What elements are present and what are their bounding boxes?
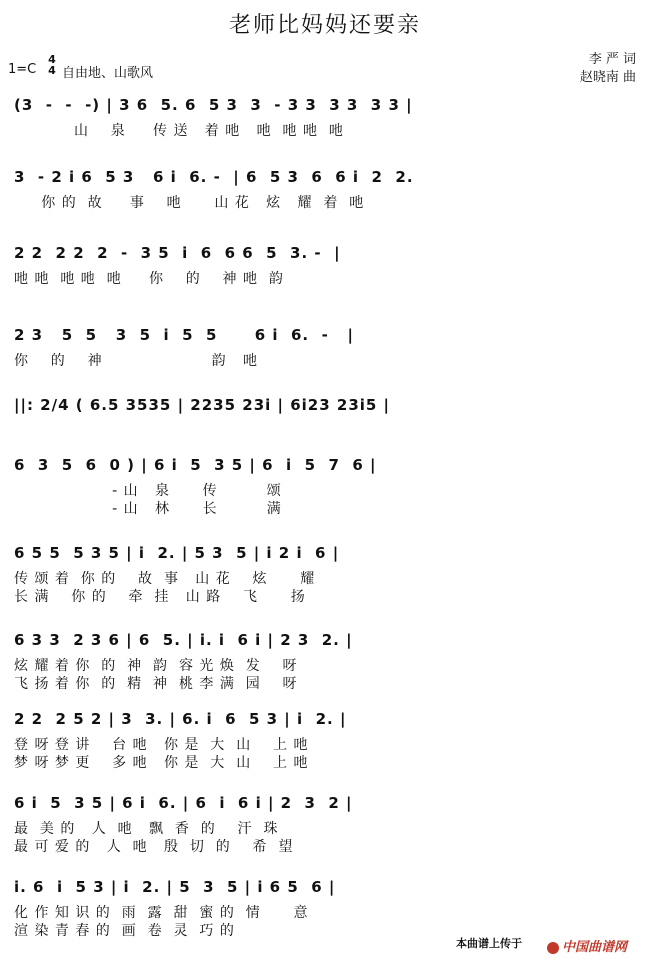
notation-line: 2 2 2 5 2 | 3 3. | 6. i 6 5 3 | i 2. | — [14, 710, 347, 728]
notation-line: 6 3 5 6 0 ) | 6 i 5 3 5 | 6 i 5 7 6 | — [14, 456, 377, 474]
score-line — [0, 540, 650, 612]
lyrics-verse-1: 炫 耀 着 你 的 神 韵 容 光 焕 发 呀 — [14, 658, 298, 674]
lyrics-verse-1: 最 美 的 人 吔 飘 香 的 汗 珠 — [14, 821, 279, 837]
notation-line: 6 3 3 2 3 6 | 6 5. | i. i 6 i | 2 3 2. | — [14, 631, 353, 649]
lyrics-verse-1: 你 的 神 韵 吔 — [14, 353, 258, 369]
composer-credit: 赵晓南 曲 — [579, 70, 636, 85]
score-line — [0, 790, 650, 862]
time-signature-top: 4 — [48, 53, 56, 66]
site-name: 中国曲谱网 — [562, 940, 628, 955]
score-line — [0, 627, 650, 699]
time-signature-bottom: 4 — [48, 64, 56, 77]
page-title: 老师比妈妈还要亲 — [228, 13, 421, 38]
site-logo — [547, 936, 627, 955]
score-line — [0, 452, 650, 524]
notation-line: ||: 2/4 ( 6.5 3535 | 2235 23i | 6i23 23i5 | — [14, 396, 391, 414]
lyrics-verse-2: 最 可 爱 的 人 吔 殷 切 的 希 望 — [14, 839, 294, 855]
lyrics-verse-1: 化 作 知 识 的 雨 露 甜 蜜 的 情 意 — [14, 905, 309, 921]
score-line — [0, 164, 650, 224]
logo-mark-icon — [547, 942, 559, 954]
notation-line: 3 - 2 i 6 5 3 6 i 6. - | 6 5 3 6 6 i 2 2. — [14, 168, 414, 186]
notation-line: 6 i 5 3 5 | 6 i 6. | 6 i 6 i | 2 3 2 | — [14, 794, 353, 812]
score-line — [0, 392, 650, 426]
notation-line: 6 5 5 5 3 5 | i 2. | 5 3 5 | i 2 i 6 | — [14, 544, 340, 562]
notation-line: (3 - - -) | 3 6 5. 6 5 3 3 - 3 3 3 3 3 3 | — [14, 96, 413, 114]
lyrics-verse-1: - 山 泉 传 颂 — [14, 483, 282, 499]
lyrics-verse-1: 传 颂 着 你 的 故 事 山 花 炫 耀 — [14, 571, 316, 587]
notation-line: 2 3 5 5 3 5 i 5 5 6 i 6. - | — [14, 326, 354, 344]
score-line — [0, 706, 650, 778]
lyrics-verse-2: 渲 染 青 春 的 画 卷 灵 巧 的 — [14, 923, 235, 939]
upload-source-text: 本曲谱上传于 — [456, 937, 522, 950]
lyrics-verse-1: 你 的 故 事 吔 山 花 炫 耀 着 吔 — [14, 195, 365, 211]
score-line — [0, 92, 650, 152]
lyrics-verse-1: 登 呀 登 讲 台 吔 你 是 大 山 上 吔 — [14, 737, 309, 753]
lyrics-verse-1: 吔 吔 吔 吔 吔 你 的 神 吔 韵 — [14, 271, 284, 287]
lyricist-credit: 李 严 词 — [588, 52, 636, 67]
lyrics-verse-2: 长 满 你 的 牵 挂 山 路 飞 扬 — [14, 589, 306, 605]
score-line — [0, 322, 650, 382]
lyrics-verse-2: 梦 呀 梦 更 多 吔 你 是 大 山 上 吔 — [14, 755, 309, 771]
lyrics-verse-1: 山 泉 传 送 着 吔 吔 吔 吔 吔 — [14, 123, 344, 139]
notation-line: 2 2 2 2 2 - 3 5 i 6 6 6 5 3. - | — [14, 244, 341, 262]
score-line — [0, 240, 650, 300]
lyrics-verse-2: - 山 林 长 满 — [14, 501, 282, 517]
key-signature: 1=C — [8, 62, 37, 77]
lyrics-verse-2: 飞 扬 着 你 的 精 神 桃 李 满 园 呀 — [14, 676, 298, 692]
notation-line: i. 6 i 5 3 | i 2. | 5 3 5 | i 6 5 6 | — [14, 878, 336, 896]
tempo-marking: 自由地、山歌风 — [62, 66, 154, 81]
time-signature — [46, 54, 58, 76]
